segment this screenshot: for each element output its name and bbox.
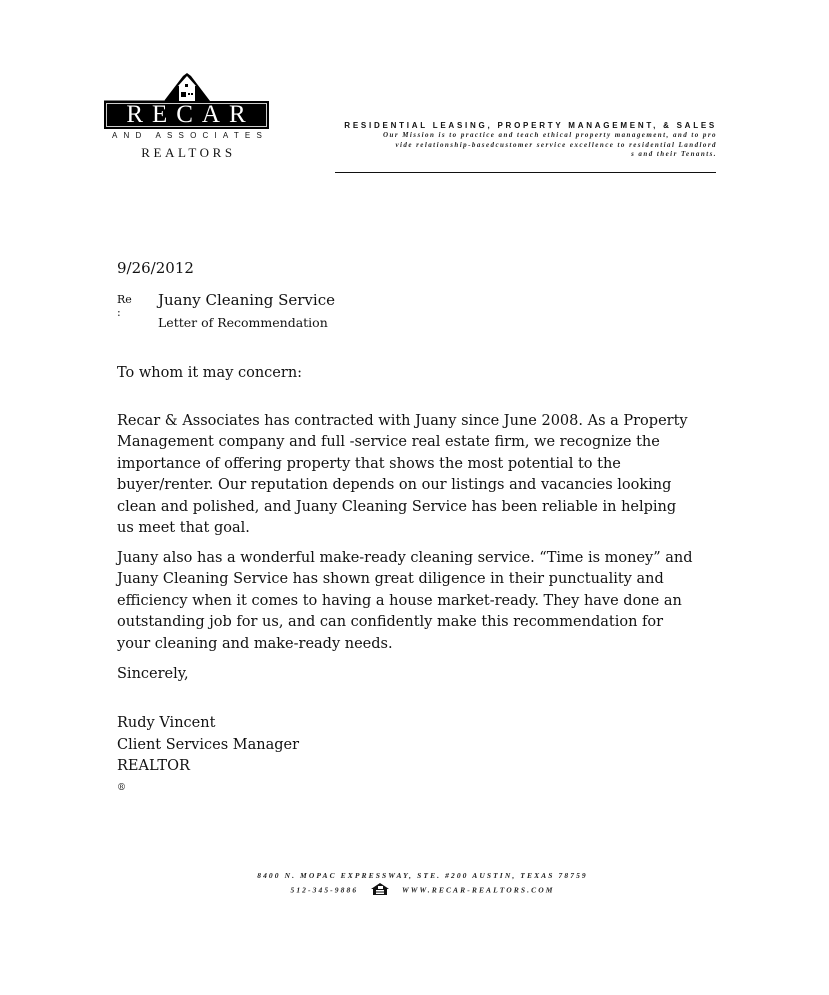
logo-wordmark: RECAR	[126, 101, 255, 128]
mission-line: Our Mission is to practice and teach ethical property management, and to pro	[382, 131, 717, 139]
paragraph-line: Management company and full -service real estate firm, we recognize the	[117, 434, 660, 451]
signer-title: Client Services Manager	[117, 736, 300, 753]
re-label-colon: :	[117, 306, 121, 319]
paragraph-line: clean and polished, and Juany Cleaning Service has been reliable in helping	[117, 498, 677, 515]
header-divider	[335, 172, 716, 173]
paragraph-line: Juany Cleaning Service has shown great diligence in their punctuality and	[117, 571, 664, 588]
mission-line: s and their Tenants.	[631, 150, 717, 158]
re-label	[117, 293, 132, 319]
letter-paragraph-2	[117, 548, 737, 655]
paragraph-line: us meet that goal.	[117, 520, 250, 537]
company-logo	[104, 72, 270, 162]
paragraph-line: outstanding job for us, and can confidently make this recommendation for	[117, 614, 664, 631]
footer-contact	[200, 884, 645, 898]
company-tagline: RESIDENTIAL LEASING, PROPERTY MANAGEMENT, & SALES	[344, 121, 717, 130]
footer-phone: 512-345-9886	[290, 885, 359, 895]
paragraph-line: Recar & Associates has contracted with Juany since June 2008. As a Property	[117, 413, 688, 429]
footer-website[interactable]: WWW.RECAR-REALTORS.COM	[402, 885, 555, 895]
paragraph-line: importance of offering property that shows the most potential to the	[117, 455, 621, 472]
paragraph-line: Juany also has a wonderful make-ready cleaning service. “Time is money” and	[117, 550, 693, 566]
logo-subtitle: AND ASSOCIATES	[111, 131, 268, 140]
signer-credential	[117, 756, 299, 799]
re-label-text: Re	[117, 293, 132, 306]
letter-date: 9/26/2012	[117, 259, 194, 277]
paragraph-line: buyer/renter. Our reputation depends on our listings and vacancies looking	[117, 477, 672, 494]
credential-text: REALTOR	[117, 758, 190, 774]
mission-line: vide relationship-basedcustomer service excellence to residential Landlord	[395, 140, 717, 149]
letter-greeting: To whom it may concern:	[117, 365, 303, 381]
logo-realtors: REALTORS	[141, 145, 236, 160]
letter-closing: Sincerely,	[117, 666, 189, 682]
letter-subject-line2: Letter of Recommendation	[158, 315, 328, 330]
letter-subject: Juany Cleaning Service	[158, 291, 335, 309]
footer-address: 8400 N. MOPAC EXPRESSWAY, STE. #200 AUSTIN, TEXAS 78759	[257, 871, 588, 880]
signer-name: Rudy Vincent	[117, 715, 216, 731]
equal-housing-icon	[370, 882, 390, 896]
mission-statement	[312, 131, 717, 160]
registered-mark: ®	[117, 782, 126, 793]
signature-block	[117, 713, 299, 799]
letter-paragraph-1	[117, 411, 737, 539]
paragraph-line: your cleaning and make-ready needs.	[117, 635, 393, 652]
paragraph-line: efficiency when it comes to having a house market-ready. They have done an	[117, 592, 682, 609]
